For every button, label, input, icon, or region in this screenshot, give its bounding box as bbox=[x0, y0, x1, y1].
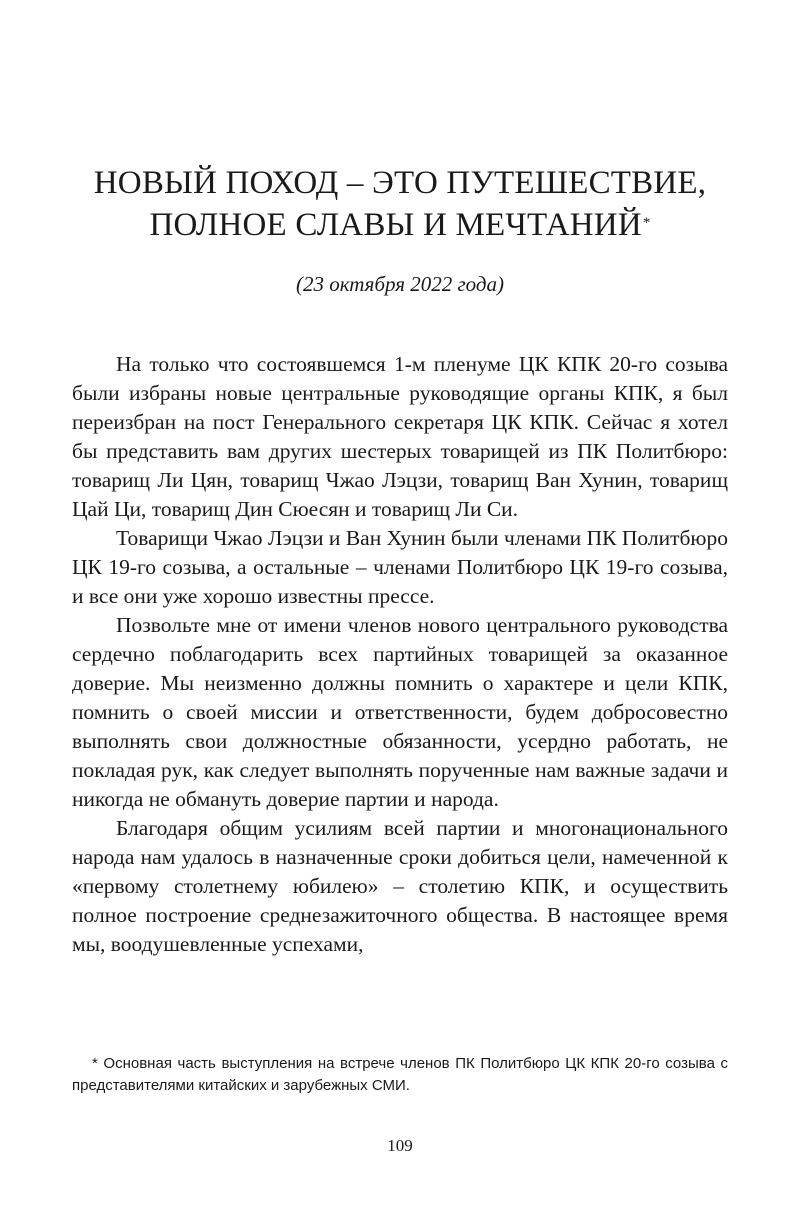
paragraph-4: Благодаря общим усилиям всей партии и многонационального народа нам удалось в назначенные сроки добиться цели, намеченной к «первому столетнему юбилею» – столетию КПК, и осуществить полное построение среднезажиточного общества. В настоящее время мы, воодушевленные успехами, bbox=[72, 816, 728, 956]
body-text bbox=[72, 350, 728, 959]
speech-date: (23 октября 2022 года) bbox=[295, 272, 505, 296]
paragraph-2: Товарищи Чжао Лэцзи и Ван Хунин были членами ПК Политбюро ЦК 19-го созыва, а остальные – членами Политбюро ЦК 19-го созыва, и все они уже хорошо известны прессе. bbox=[72, 526, 728, 608]
footnote-marker: * bbox=[642, 215, 651, 231]
footnote: * Основная часть выступления на встрече членов ПК Политбюро ЦК КПК 20-го созыва с представителями китайских и зарубежных СМИ. bbox=[72, 1055, 728, 1094]
chapter-title bbox=[72, 162, 728, 246]
page-number: 109 bbox=[387, 1136, 413, 1155]
chapter-title-line-1: НОВЫЙ ПОХОД – ЭТО ПУТЕШЕСТВИЕ, bbox=[93, 165, 707, 201]
chapter-title-line-2: ПОЛНОЕ СЛАВЫ И МЕЧТАНИЙ bbox=[149, 207, 642, 243]
paragraph-1: На только что состоявшемся 1-м пленуме ЦК КПК 20-го созыва были избраны новые центральные руководящие органы КПК, я был переизбран на пост Генерального секретаря ЦК КПК. Сейчас я хотел бы представить вам других шестерых товарищей из ПК Политбюро: товарищ Ли Цян, товарищ Чжао Лэцзи, товарищ Ван Хунин, товарищ Цай Ци, товарищ Дин Сюесян и товарищ Ли Си. bbox=[72, 352, 728, 521]
paragraph-3: Позвольте мне от имени членов нового центрального руководства сердечно поблагодарить всех партийных товарищей за оказанное доверие. Мы неизменно должны помнить о характере и цели КПК, помнить о своей миссии и ответственности, будем добросовестно выполнять свои должностные обязанности, усердно работать, не покладая рук, как следует выполнять порученные нам важные задачи и никогда не обмануть доверие партии и народа. bbox=[72, 613, 728, 811]
book-page bbox=[72, 0, 728, 1231]
